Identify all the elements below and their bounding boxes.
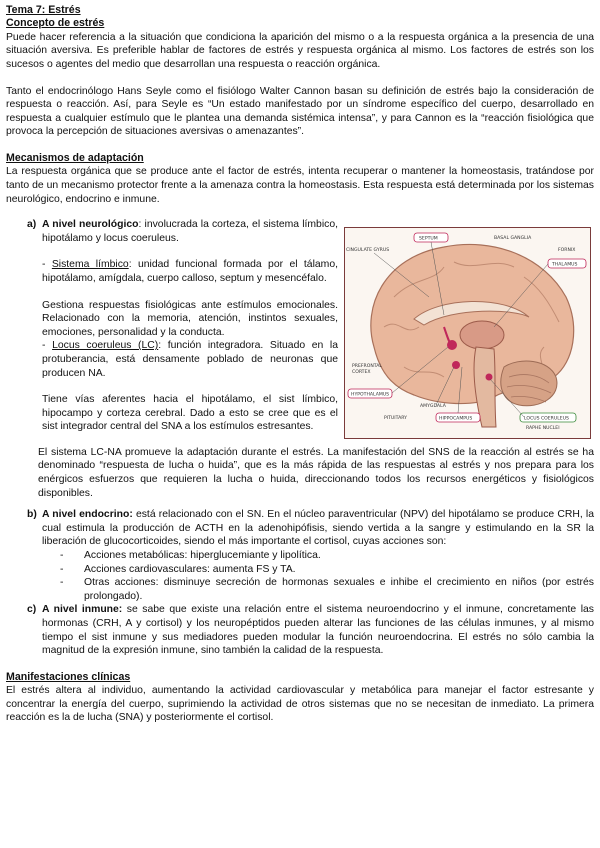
list-item: - Acciones metabólicas: hiperglucemiante y lipolítica.	[60, 550, 321, 562]
label-thalamus: THALAMUS	[552, 262, 578, 268]
cortisol-actions-list	[60, 549, 594, 603]
label-hypothalamus: HYPOTHALAMUS	[351, 392, 390, 398]
limbic-term: Sistema límbico	[51, 259, 129, 271]
lc-dash: -	[42, 340, 53, 352]
label-locus: LOCUS COERULEUS	[524, 416, 569, 422]
concepto-heading: Concepto de estrés	[6, 17, 105, 30]
brain-illustration	[344, 227, 591, 439]
item-c-title: A nivel inmune:	[42, 604, 123, 616]
item-c-marker: c)	[27, 604, 37, 616]
label-pituitary: PITUITARY	[384, 416, 407, 421]
label-amygdala: AMYGDALA	[420, 404, 446, 409]
mecanismos-intro: La respuesta orgánica que se produce ante el factor de estrés, intenta recuperar o mantener la homeostasis, tratándose por tanto de un mecanismo protector frente a la amenaza contra la homeostasis. Esta respuesta está determinada por los sistemas neurológico, endocrino e inmune.	[6, 166, 594, 205]
item-a-title: A nivel neurológico	[42, 219, 139, 231]
item-b-title: A nivel endocrino:	[42, 509, 133, 521]
gestiona-paragraph: Gestiona respuestas fisiológicas ante estímulos emocionales. Relacionado con la memoria, atención, instintos sexuales, emociones, personalidad y la conducta.	[42, 299, 338, 338]
locus-dot	[486, 374, 493, 381]
lcna-paragraph: El sistema LC-NA promueve la adaptación durante el estrés. La manifestación del SNS de la reacción al estrés se ha denominado “respuesta de lucha o huida”, que es la más rápida de las respuestas al estrés y nos prepara para los enérgicos esfuerzos que requieren la lucha o huida, direccionando todos los recursos energéticos y fisiológicos disponibles.	[38, 446, 594, 499]
label-raphe: RAPHE NUCLEI	[526, 426, 560, 431]
amygdala-dot	[452, 361, 460, 369]
lc-text: : función integradora. Situado en la protuberancia, está densamente poblado de neuronas que producen NA.	[42, 340, 338, 379]
manifestaciones-heading: Manifestaciones clínicas	[6, 670, 131, 683]
item-b-marker: b)	[27, 509, 37, 521]
label-basal-ganglia: BASAL GANGLIA	[494, 236, 532, 241]
mecanismos-heading: Mecanismos de adaptación	[6, 151, 144, 164]
lc-term: Locus coeruleus (LC)	[52, 340, 159, 352]
concepto-paragraph-1: Puede hacer referencia a la situación que condiciona la aparición del mismo o a la respuesta orgánica a la presencia de una situación aversiva. Es preferible hablar de factores de estrés y respuesta orgánica al mismo. Los factores de estrés son los sucesos o agentes del medio que desarrollan una respuesta o reacción orgánica.	[6, 31, 594, 70]
list-item: - Otras acciones: disminuye secreción de hormonas sexuales e inhibe el crecimiento en niños (por estrés prolongado).	[60, 577, 594, 602]
item-c-text: se sabe que existe una relación entre el sistema neuroendocrino y el inmune, concretamente las hormonas (CRH, A y cortisol) y los neuropéptidos pueden alterar las funciones de las células inmunes, y al mismo tiempo el sist inmune y sus mediadores pueden modular la función neuroendocrina. El estrés no sólo cambia la magnitud de la expresión inmune, sino también la calidad de la respuesta.	[42, 604, 594, 657]
cerebellum-shape	[501, 361, 557, 406]
doc-title: Tema 7: Estrés	[6, 4, 81, 16]
item-b-endocrino	[10, 508, 594, 549]
item-b-text: está relacionado con el SN. En el núcleo paraventricular (NPV) del hipotálamo se produce CRH, la cual estimula la producción de ACTH en la adenohipófisis, siendo vertida a la sangre y estimulando en la SR la liberación de glucocorticoides, siendo el más importante el cortisol, cuyas acciones son:	[42, 509, 594, 548]
label-prefrontal-1: PREFRONTAL	[352, 364, 382, 369]
list-item: - Acciones cardiovasculares: aumenta FS y TA.	[60, 563, 296, 575]
item-c-inmune	[10, 603, 594, 657]
label-prefrontal-2: CORTEX	[352, 370, 371, 375]
concepto-paragraph-2: Tanto el endocrinólogo Hans Seyle como el fisiólogo Walter Cannon basan su definición de estrés bajo la consideración de respuesta o reacción. Así, para Seyle es “Un estado manifestado por un síndrome específico del cuerpo, desarrollado en respuesta a cualquier estímulo que le plantea una demanda sistémica intensa”, y para Cannon es la “reacción fisiológica que provoca la percepción de situaciones aversivas o amenazantes”.	[6, 85, 594, 138]
thalamus-shape	[460, 321, 504, 349]
manifestaciones-paragraph: El estrés altera al individuo, aumentando la actividad cardiovascular y metabólica para manejar el factor estresante y concentrar la energía del cuerpo, suprimiendo la actividad de otros sistemas que no se necesitan de inmediato. La primera reacción es la de lucha (SNA) y posteriormente el cortisol.	[6, 685, 594, 724]
limbic-text: : unidad funcional formada por el tálamo, hipotálamo, amígdala, cuerpo calloso, septum y mesencéfalo.	[42, 259, 338, 284]
item-a-text: : involucrada la corteza, el sistema límbico, hipotálamo y locus coeruleus.	[42, 219, 338, 244]
label-cingulate: CINGULATE GYRUS	[346, 248, 390, 253]
label-hippocampus: HIPPOCAMPUS	[439, 416, 473, 422]
label-septum: SEPTUM	[419, 236, 438, 242]
label-fornix: FORNIX	[558, 248, 576, 253]
vias-paragraph: Tiene vías aferentes hacia el hipotálamo, el sist límbico, hipocampo y corteza cerebral. Dado a esto se cree que es el sist integrador central del SNA a los estímulos estresantes.	[42, 394, 338, 433]
item-a-marker: a)	[27, 219, 37, 231]
limbic-dash: -	[42, 259, 52, 271]
